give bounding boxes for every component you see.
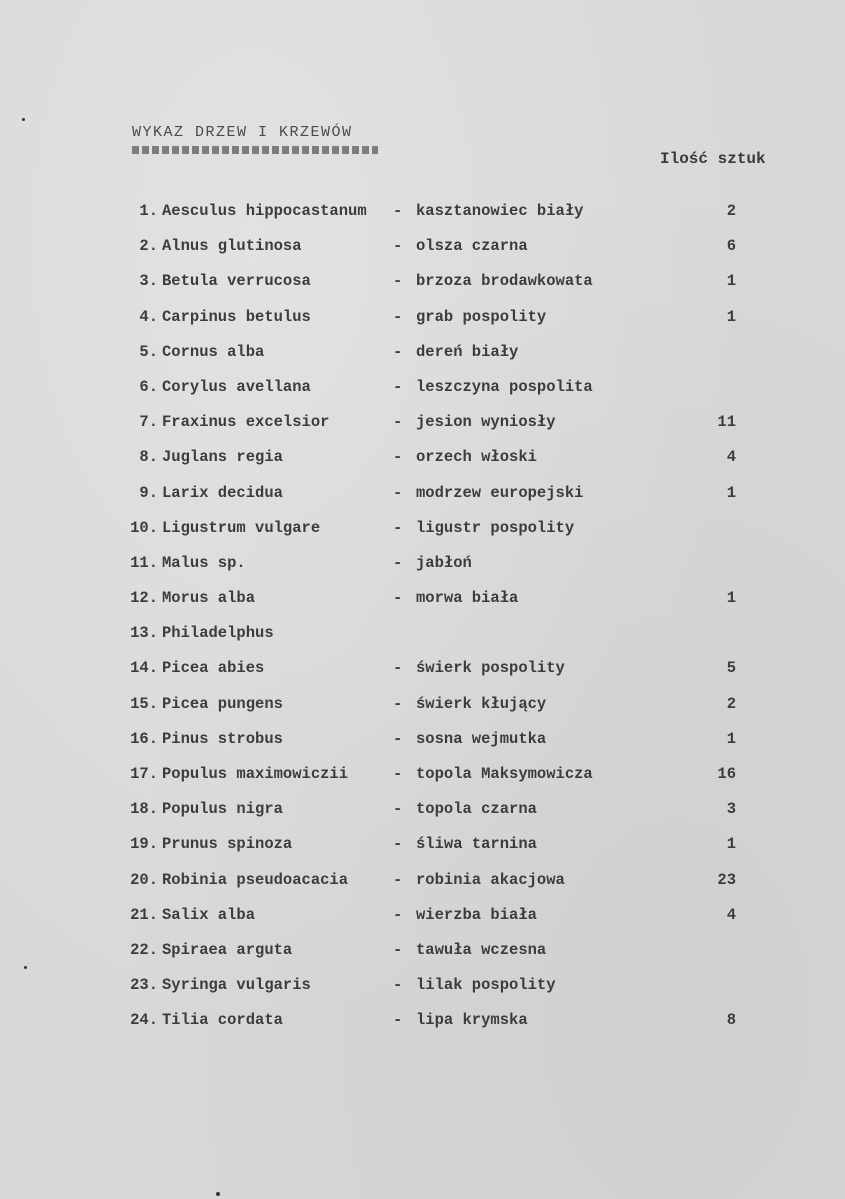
item-number: 19.	[130, 835, 158, 854]
latin-name: Juglans regia	[162, 448, 283, 467]
list-item	[0, 519, 845, 554]
polish-name: kasztanowiec biały	[416, 202, 584, 220]
list-item	[0, 659, 845, 694]
list-item	[0, 272, 845, 307]
list-item	[0, 554, 845, 589]
separator-dash: -	[393, 976, 403, 995]
paper-speck	[22, 118, 25, 121]
list-item	[0, 308, 845, 343]
quantity: 2	[726, 694, 736, 713]
latin-name: Pinus strobus	[162, 729, 283, 748]
item-number: 8.	[139, 448, 158, 467]
quantity: 6	[726, 237, 736, 256]
item-number: 22.	[130, 940, 158, 959]
polish-name: jabłoń	[416, 553, 472, 572]
list-item	[0, 695, 845, 730]
separator-dash: -	[393, 483, 403, 502]
separator-dash: -	[393, 729, 403, 748]
latin-name: Populus nigra	[162, 800, 283, 819]
list-item	[0, 941, 845, 976]
list-item	[0, 237, 845, 272]
list-item	[0, 871, 845, 906]
latin-name: Populus maximowiczii	[162, 765, 349, 783]
list-item	[0, 378, 845, 413]
item-number: 16.	[130, 729, 158, 748]
quantity: 11	[717, 413, 736, 432]
polish-name: ligustr pospolity	[416, 518, 575, 537]
separator-dash: -	[393, 553, 403, 572]
latin-name: Philadelphus	[162, 624, 274, 643]
polish-name: orzech włoski	[416, 448, 537, 467]
quantity: 5	[726, 659, 736, 678]
latin-name: Carpinus betulus	[162, 307, 311, 326]
separator-dash: -	[393, 835, 403, 854]
item-number: 1.	[139, 202, 158, 220]
latin-name: Picea pungens	[162, 694, 283, 713]
list-item	[0, 589, 845, 624]
separator-dash: -	[393, 905, 403, 924]
item-number: 10.	[130, 518, 158, 537]
polish-name: lipa krymska	[416, 1011, 528, 1030]
separator-dash: -	[393, 413, 403, 432]
item-number: 17.	[130, 765, 158, 783]
quantity: 1	[726, 729, 736, 748]
list-item	[0, 624, 845, 659]
polish-name: świerk kłujący	[416, 694, 547, 713]
item-number: 12.	[130, 589, 158, 608]
polish-name: olsza czarna	[416, 237, 528, 256]
latin-name: Salix alba	[162, 905, 256, 924]
polish-name: tawuła wczesna	[416, 940, 547, 959]
polish-name: topola czarna	[416, 800, 537, 819]
separator-dash: -	[393, 448, 403, 467]
item-number: 5.	[139, 342, 158, 361]
quantity: 16	[717, 765, 736, 783]
polish-name: świerk pospolity	[416, 659, 565, 678]
latin-name: Betula verrucosa	[162, 272, 311, 291]
polish-name: brzoza brodawkowata	[416, 272, 593, 291]
list-item	[0, 765, 845, 800]
polish-name: śliwa tarnina	[416, 835, 537, 854]
polish-name: jesion wyniosły	[416, 413, 556, 432]
latin-name: Aesculus hippocastanum	[162, 202, 367, 220]
separator-dash: -	[393, 589, 403, 608]
separator-dash: -	[393, 1011, 403, 1030]
latin-name: Picea abies	[162, 659, 265, 678]
separator-dash: -	[393, 870, 403, 889]
list-item	[0, 835, 845, 870]
latin-name: Spiraea arguta	[162, 940, 293, 959]
list-item	[0, 976, 845, 1011]
polish-name: sosna wejmutka	[416, 729, 547, 748]
list-item	[0, 413, 845, 448]
separator-dash: -	[393, 272, 403, 291]
quantity: 3	[726, 800, 736, 819]
quantity: 1	[726, 483, 736, 502]
list-item	[0, 730, 845, 765]
list-item	[0, 202, 845, 237]
polish-name: grab pospolity	[416, 307, 547, 326]
latin-name: Larix decidua	[162, 483, 283, 502]
separator-dash: -	[393, 307, 403, 326]
polish-name: modrzew europejski	[416, 483, 584, 502]
paper-speck	[216, 1192, 220, 1196]
latin-name: Alnus glutinosa	[162, 237, 302, 256]
item-number: 24.	[130, 1011, 158, 1030]
quantity-column-header: Ilość sztuk	[660, 150, 766, 168]
latin-name: Prunus spinoza	[162, 835, 293, 854]
latin-name: Ligustrum vulgare	[162, 518, 321, 537]
separator-dash: -	[393, 694, 403, 713]
item-number: 20.	[130, 870, 158, 889]
item-number: 3.	[139, 272, 158, 291]
document-title: WYKAZ DRZEW I KRZEWÓW	[132, 124, 353, 141]
quantity: 23	[717, 870, 736, 889]
quantity: 4	[726, 905, 736, 924]
list-item	[0, 800, 845, 835]
item-number: 13.	[130, 624, 158, 643]
latin-name: Robinia pseudoacacia	[162, 870, 349, 889]
separator-dash: -	[393, 765, 403, 783]
item-number: 14.	[130, 659, 158, 678]
item-number: 6.	[139, 377, 158, 396]
item-number: 11.	[130, 553, 158, 572]
separator-dash: -	[393, 342, 403, 361]
list-item	[0, 1011, 845, 1046]
latin-name: Morus alba	[162, 589, 256, 608]
item-number: 23.	[130, 976, 158, 995]
item-number: 4.	[139, 307, 158, 326]
list-item	[0, 484, 845, 519]
polish-name: morwa biała	[416, 589, 519, 608]
separator-dash: -	[393, 202, 403, 220]
item-number: 18.	[130, 800, 158, 819]
item-number: 2.	[139, 237, 158, 256]
list-item	[0, 906, 845, 941]
list-item	[0, 448, 845, 483]
quantity: 1	[726, 272, 736, 291]
item-number: 9.	[139, 483, 158, 502]
separator-dash: -	[393, 800, 403, 819]
latin-name: Cornus alba	[162, 342, 265, 361]
polish-name: leszczyna pospolita	[416, 377, 593, 396]
quantity: 1	[726, 307, 736, 326]
polish-name: wierzba biała	[416, 905, 537, 924]
species-list	[0, 202, 845, 1047]
polish-name: robinia akacjowa	[416, 870, 565, 889]
latin-name: Fraxinus excelsior	[162, 413, 330, 432]
list-item	[0, 343, 845, 378]
separator-dash: -	[393, 237, 403, 256]
item-number: 15.	[130, 694, 158, 713]
polish-name: topola Maksymowicza	[416, 765, 593, 783]
separator-dash: -	[393, 940, 403, 959]
separator-dash: -	[393, 518, 403, 537]
item-number: 21.	[130, 905, 158, 924]
polish-name: dereń biały	[416, 342, 519, 361]
quantity: 2	[726, 202, 736, 220]
quantity: 1	[726, 589, 736, 608]
item-number: 7.	[139, 413, 158, 432]
separator-dash: -	[393, 377, 403, 396]
polish-name: lilak pospolity	[416, 976, 556, 995]
latin-name: Malus sp.	[162, 553, 246, 572]
separator-dash: -	[393, 659, 403, 678]
latin-name: Tilia cordata	[162, 1011, 283, 1030]
latin-name: Corylus avellana	[162, 377, 311, 396]
latin-name: Syringa vulgaris	[162, 976, 311, 995]
quantity: 8	[726, 1011, 736, 1030]
title-underline	[132, 146, 378, 154]
quantity: 1	[726, 835, 736, 854]
quantity: 4	[726, 448, 736, 467]
